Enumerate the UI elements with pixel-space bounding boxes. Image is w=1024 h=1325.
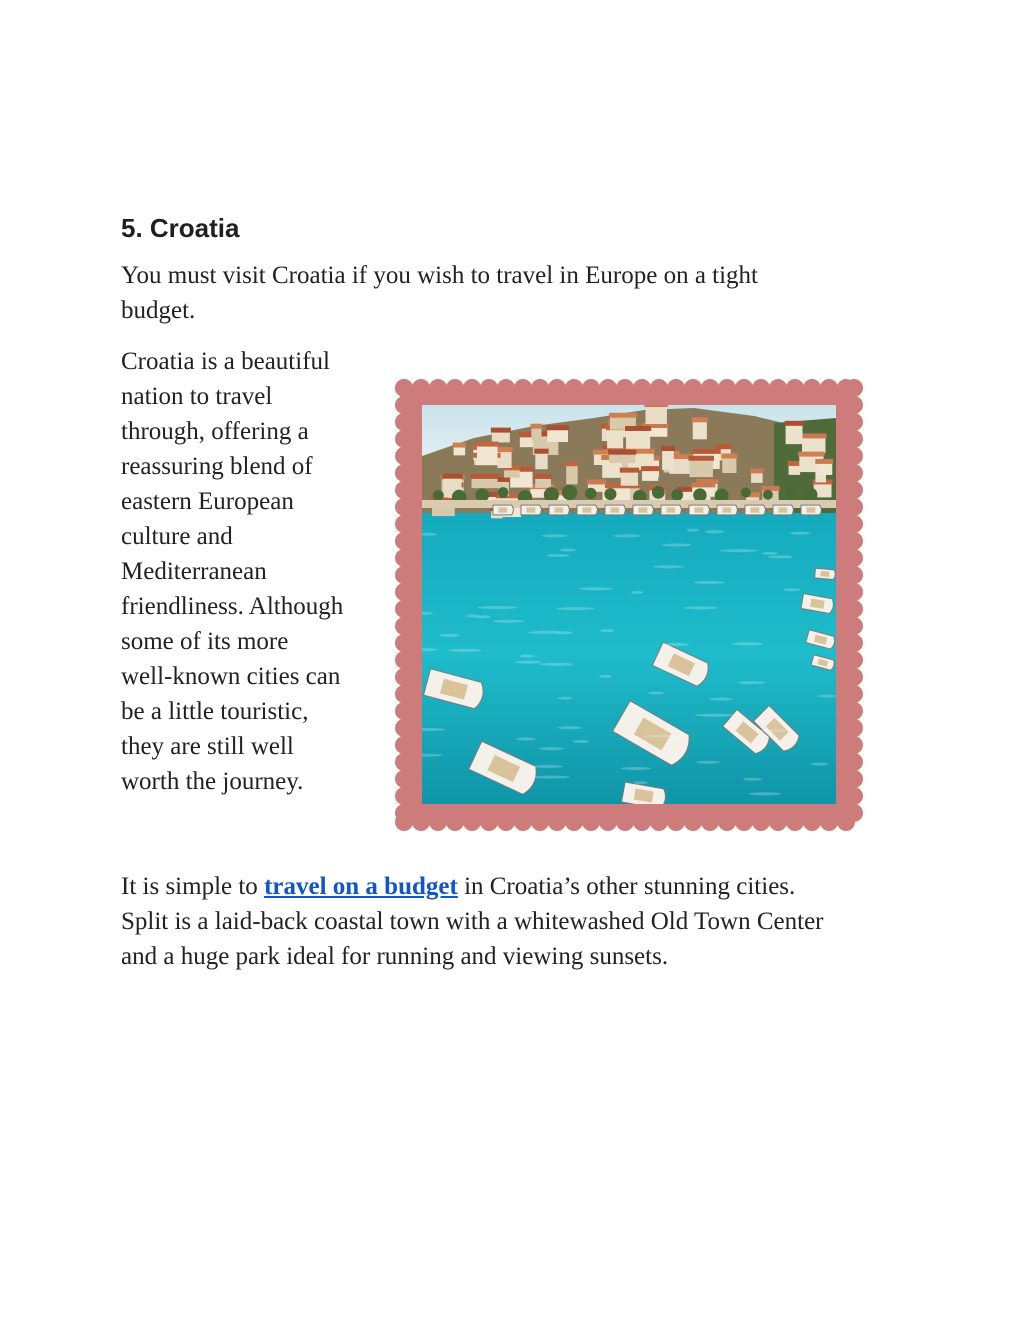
intro-line-2: budget. — [121, 297, 196, 324]
side-line: well-known cities can — [121, 663, 341, 690]
side-line: culture and — [121, 523, 233, 550]
side-line: eastern European — [121, 488, 294, 515]
bottom-line-2: Split is a laid-back coastal town with a whitewashed Old Town Center — [121, 908, 824, 935]
intro-line-1: You must visit Croatia if you wish to travel in Europe on a tight — [121, 262, 758, 289]
side-line: nation to travel — [121, 383, 273, 410]
side-line: through, offering a — [121, 418, 309, 445]
travel-on-a-budget-link[interactable]: travel on a budget — [264, 873, 458, 900]
side-line: be a little touristic, — [121, 698, 309, 725]
side-line: some of its more — [121, 628, 289, 655]
side-line: friendliness. Although — [121, 593, 344, 620]
bottom-text-before-link: It is simple to — [121, 873, 265, 900]
side-line: reassuring blend of — [121, 453, 313, 480]
side-line: worth the journey. — [121, 768, 304, 795]
section-heading: 5. Croatia — [121, 213, 240, 243]
side-paragraph — [121, 344, 391, 799]
intro-paragraph — [121, 258, 881, 328]
bottom-text-after-link: in Croatia’s other stunning cities. — [457, 873, 796, 900]
bottom-line-1 — [121, 869, 921, 904]
side-line: Mediterranean — [121, 558, 267, 585]
side-line: they are still well — [121, 733, 294, 760]
croatia-photo — [394, 378, 864, 832]
side-line: Croatia is a beautiful — [121, 348, 330, 375]
harbor-picture — [403, 402, 836, 809]
bottom-paragraph — [121, 869, 921, 974]
bottom-line-3: and a huge park ideal for running and viewing sunsets. — [121, 943, 669, 970]
